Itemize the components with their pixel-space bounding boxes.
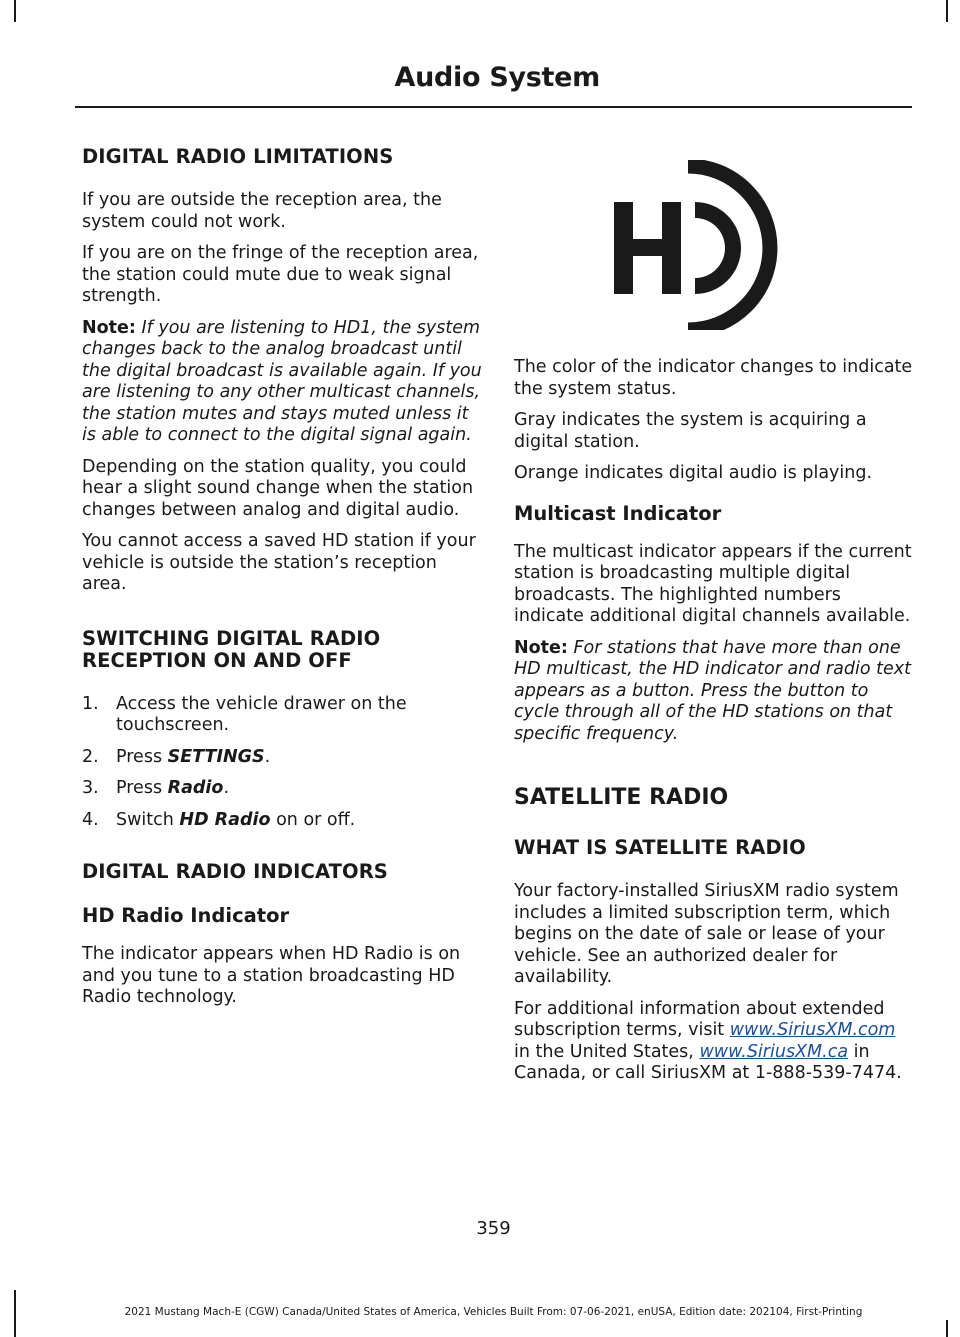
note-hd1 (82, 318, 482, 447)
note-label: Note: (514, 637, 568, 658)
note-multicast (514, 638, 914, 746)
note-text: If you are listening to HD1, the system changes back to the analog broadcast until the digital broadcast is available again. If you are listening to any other multicast channels, the station mutes and stays muted unless it is able to connect to the digital signal again. (82, 317, 482, 445)
footer-edition-info: 2021 Mustang Mach-E (CGW) Canada/United States of America, Vehicles Built From: 07-06-2021, enUSA, Edition date: 202104, First-Printing (124, 1306, 863, 1318)
list-item: 3. Press Radio. (82, 778, 230, 798)
paragraph-extended-subscription: For additional information about extended subscription terms, visit www.SiriusXM.com in the United States, www.SiriusXM.ca in Canada, or call SiriusXM at 1-888-539-7474. (514, 998, 902, 1083)
paragraph: Orange indicates digital audio is playing. (514, 463, 873, 483)
paragraph: The color of the indicator changes to indicate the system status. (514, 357, 913, 399)
heading-digital-radio-indicators: DIGITAL RADIO INDICATORS (82, 860, 388, 883)
left-column (82, 146, 482, 1019)
note-text: For stations that have more than one HD multicast, the HD indicator and radio text appears as a button. Press the button to cycle through all of the HD stations on that specific frequency. (514, 637, 911, 744)
paragraph: Gray indicates the system is acquiring a digital station. (514, 410, 867, 452)
hd-radio-icon (600, 160, 780, 330)
note-label: Note: (82, 317, 136, 338)
crop-mark-bottom-right (946, 1320, 948, 1337)
heading-what-is-satellite-radio: WHAT IS SATELLITE RADIO (514, 836, 806, 859)
page-header-title: Audio System (394, 62, 600, 93)
paragraph: Your factory-installed SiriusXM radio system includes a limited subscription term, which begins on the date of sale or lease of your vehicle. See an authorized dealer for availability. (514, 881, 899, 987)
paragraph: The multicast indicator appears if the current station is broadcasting multiple digital broadcasts. The highlighted numbers indicate additional digital channels available. (514, 541, 912, 626)
paragraph: The indicator appears when HD Radio is on and you tune to a station broadcasting HD Radio technology. (82, 944, 461, 1007)
list-item: 1. Access the vehicle drawer on the touchscreen. (82, 693, 407, 735)
page-number: 359 (476, 1218, 511, 1239)
paragraph: You cannot access a saved HD station if your vehicle is outside the station’s reception area. (82, 531, 476, 594)
settings-term: SETTINGS (167, 746, 265, 767)
paragraph: If you are on the fringe of the reception area, the station could mute due to weak signal strength. (82, 243, 479, 306)
steps-list (82, 694, 482, 832)
heading-hd-radio-indicator: HD Radio Indicator (82, 904, 290, 927)
heading-satellite-radio: SATELLITE RADIO (514, 785, 729, 810)
heading-digital-radio-limitations: DIGITAL RADIO LIMITATIONS (82, 145, 394, 168)
right-column (514, 357, 914, 1095)
siriusxm-us-link[interactable]: www.SiriusXM.com (729, 1020, 896, 1040)
crop-mark-top-right (946, 0, 948, 22)
hd-radio-term: HD Radio (179, 809, 271, 830)
heading-multicast-indicator: Multicast Indicator (514, 501, 722, 525)
crop-mark-top-left (14, 0, 16, 22)
siriusxm-ca-link[interactable]: www.SiriusXM.ca (699, 1041, 849, 1062)
heading-switching-digital-radio: SWITCHING DIGITAL RADIO RECEPTION ON AND OFF (82, 626, 381, 672)
radio-term: Radio (167, 778, 224, 798)
paragraph: If you are outside the reception area, the system could not work. (82, 190, 442, 232)
list-item: 4. Switch HD Radio on or off. (82, 809, 356, 830)
list-item: 2. Press SETTINGS. (82, 746, 271, 767)
paragraph: Depending on the station quality, you could hear a slight sound change when the station changes between analog and digital audio. (82, 456, 474, 520)
header-divider (75, 106, 912, 108)
